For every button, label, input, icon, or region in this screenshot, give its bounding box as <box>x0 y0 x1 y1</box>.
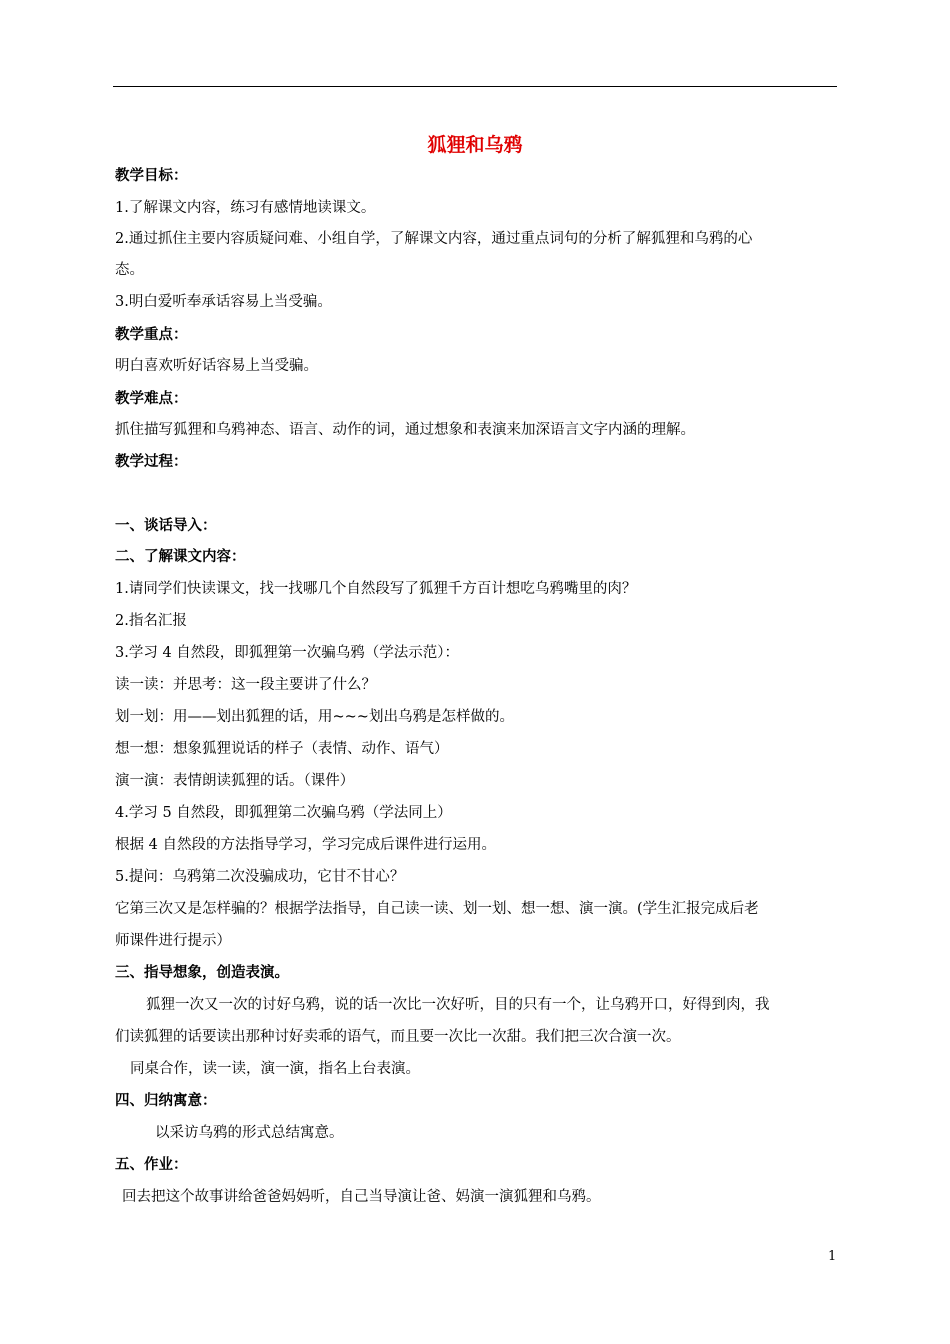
difficulty-text: 抓住描写狐狸和乌鸦神态、语言、动作的词，通过想象和表演来加深语言文字内涵的理解。 <box>115 422 695 438</box>
step5-text: 回去把这个故事讲给爸爸妈妈听，自己当导演让爸、妈演一演狐狸和乌鸦。 <box>122 1189 601 1205</box>
step2-line: 3.学习 4 自然段，即狐狸第一次骗乌鸦（学法示范）： <box>115 645 460 661</box>
step2-line: 根据 4 自然段的方法指导学习，学习完成后课件进行运用。 <box>115 837 496 853</box>
page-title: 狐狸和乌鸦 <box>427 134 523 156</box>
step2-line: 5.提问：乌鸦第二次没骗成功，它甘不甘心？ <box>115 869 405 885</box>
goal-item: 1.了解课文内容，练习有感情地读课文。 <box>115 200 376 216</box>
step2-line: 师课件进行提示） <box>115 933 231 949</box>
goal-item: 3.明白爱听奉承话容易上当受骗。 <box>115 294 332 310</box>
step2-line: 1.请同学们快读课文，找一找哪几个自然段写了狐狸千方百计想吃乌鸦嘴里的肉？ <box>115 581 637 597</box>
step3-heading: 三、指导想象，创造表演。 <box>115 965 289 981</box>
step4-text: 以采访乌鸦的形式总结寓意。 <box>155 1125 344 1141</box>
step5-heading: 五、作业： <box>115 1157 188 1173</box>
header-rule <box>113 86 837 87</box>
key-text: 明白喜欢听好话容易上当受骗。 <box>115 358 318 374</box>
difficulty-heading: 教学难点： <box>115 391 188 407</box>
step4-heading: 四、归纳寓意： <box>115 1093 217 1109</box>
goals-heading: 教学目标： <box>115 168 188 184</box>
step2-line: 2.指名汇报 <box>115 613 187 629</box>
step3-line: 同桌合作，读一读，演一演，指名上台表演。 <box>130 1061 420 1077</box>
step2-line: 读一读：并思考：这一段主要讲了什么？ <box>115 677 376 693</box>
step2-line: 划一划：用——划出狐狸的话，用~~~划出乌鸦是怎样做的。 <box>115 709 514 725</box>
step1-heading: 一、谈话导入： <box>115 518 217 534</box>
key-heading: 教学重点： <box>115 327 188 343</box>
step2-heading: 二、了解课文内容： <box>115 549 246 565</box>
goal-item: 2.通过抓住主要内容质疑问难、小组自学，了解课文内容，通过重点词句的分析了解狐狸和乌鸦的心 <box>115 231 753 247</box>
step2-line: 4.学习 5 自然段，即狐狸第二次骗乌鸦（学法同上） <box>115 805 452 821</box>
step3-line: 们读狐狸的话要读出那种讨好卖乖的语气，而且要一次比一次甜。我们把三次合演一次。 <box>115 1029 681 1045</box>
step2-line: 它第三次又是怎样骗的？根据学法指导，自己读一读、划一划、想一想、演一演。(学生汇报完成后老 <box>115 901 759 917</box>
goal-item: 态。 <box>115 262 144 278</box>
process-heading: 教学过程： <box>115 454 188 470</box>
page-number: 1 <box>828 1249 837 1264</box>
step2-line: 演一演：表情朗读狐狸的话。（课件） <box>115 773 355 789</box>
step2-line: 想一想：想象狐狸说话的样子（表情、动作、语气） <box>115 741 449 757</box>
step3-line: 狐狸一次又一次的讨好乌鸦，说的话一次比一次好听，目的只有一个，让乌鸦开口，好得到肉，我 <box>146 997 770 1013</box>
